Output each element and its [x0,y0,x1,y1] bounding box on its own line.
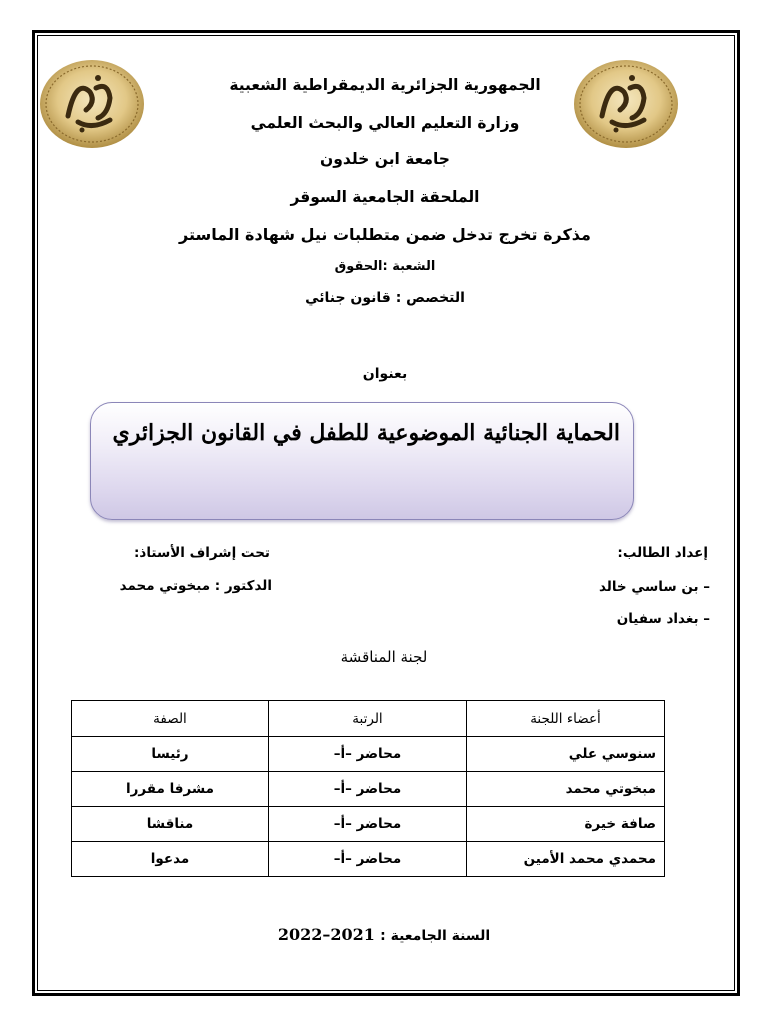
member-role: مدعوا [72,842,269,877]
committee-table [71,700,665,877]
academic-year-label: السنة الجامعية : [380,928,491,944]
table-header-row [72,701,665,737]
republic-name: الجمهورية الجزائرية الديمقراطية الشعبية [229,76,541,94]
table-row [72,772,665,807]
member-name: سنوسي علي [467,737,665,772]
student-name: – بن ساسي خالد [598,579,710,595]
thesis-note: مذكرة تخرج تدخل ضمن متطلبات نيل شهادة الماستر [179,225,591,244]
member-role: رئيسا [72,737,269,772]
table-row [72,737,665,772]
title-label: بعنوان [362,366,408,382]
academic-year [200,925,568,944]
column-header: الصفة [72,701,269,737]
academic-year-value: 2021–2022 [277,925,375,944]
specialty-line: التخصص : قانون جنائي [305,290,465,306]
member-name: صافة خيرة [467,807,665,842]
supervisor-label: تحت إشراف الأستاذ: [134,545,270,561]
branch-line: الشعبة :الحقوق [334,259,436,274]
student-name: – بغداد سفيان [616,611,710,627]
member-rank: محاضر –أ– [269,772,467,807]
member-role: مناقشا [72,807,269,842]
member-name: محمدي محمد الأمين [467,842,665,877]
university-seal-right [572,58,680,150]
column-header: أعضاء اللجنة [467,701,665,737]
university-name: جامعة ابن خلدون [320,150,450,168]
member-rank: محاضر –أ– [269,842,467,877]
university-seal-left [38,58,146,150]
member-rank: محاضر –أ– [269,807,467,842]
annex-name: الملحقة الجامعية السوقر [290,188,480,206]
table-row [72,807,665,842]
column-header: الرتبة [269,701,467,737]
students-label: إعداد الطالب: [617,545,708,561]
committee-title: لجنة المناقشة [340,648,428,666]
member-name: مبخوتي محمد [467,772,665,807]
table-row [72,842,665,877]
member-role: مشرفا مقررا [72,772,269,807]
thesis-title: الحماية الجنائية الموضوعية للطفل في القانون الجزائري [112,420,620,446]
supervisor-name: الدكتور : مبخوتي محمد [119,578,272,594]
ministry-name: وزارة التعليم العالي والبحث العلمي [250,114,520,132]
member-rank: محاضر –أ– [269,737,467,772]
